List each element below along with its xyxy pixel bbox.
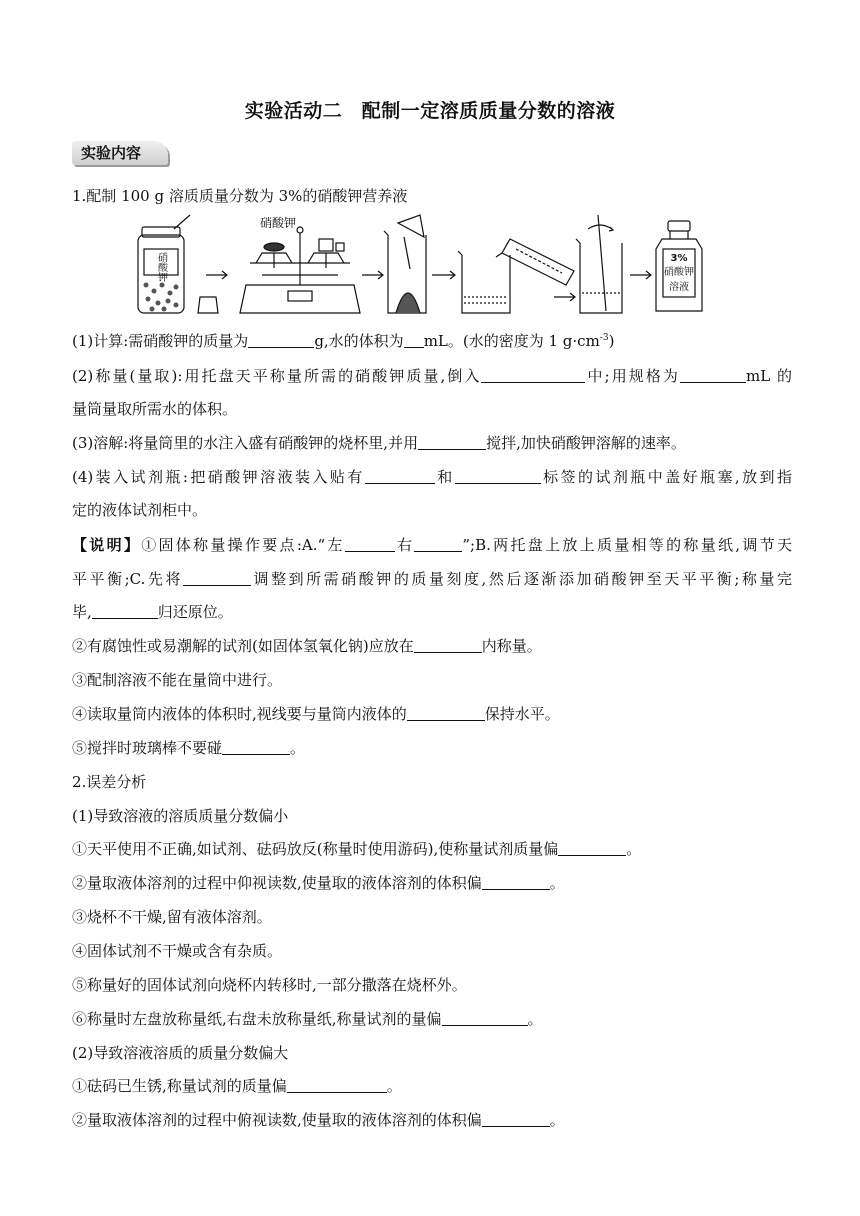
beaker-icon (384, 215, 426, 313)
large-2: ②量取液体溶剂的过程中俯视读数,使量取的液体溶剂的体积偏 。 (72, 1111, 565, 1129)
answer-blank[interactable] (414, 537, 462, 552)
answer-blank[interactable] (248, 333, 314, 348)
note-1-cont: 平平衡;C.先将 调整到所需硝酸钾的质量刻度,然后逐渐添加硝酸钾至天平平衡;称量完 (72, 570, 793, 588)
note-2: ②有腐蚀性或易潮解的试剂(如固体氢氧化钠)应放在 内称量。 (72, 637, 542, 655)
balance-icon (240, 227, 360, 313)
note-1-end: 毕, 归还原位。 (72, 603, 233, 621)
stirring-beaker-icon (576, 215, 622, 313)
answer-blank[interactable] (345, 537, 395, 552)
note-head: 【说明】 (72, 536, 142, 554)
procedure-figure (130, 213, 730, 317)
note-5: ⑤搅拌时玻璃棒不要碰 。 (72, 739, 306, 757)
answer-blank[interactable] (287, 1078, 387, 1093)
question-2-cont: 量筒量取所需水的体积。 (72, 400, 238, 418)
balance-label: 硝酸钾 (260, 216, 297, 230)
jar-label: 硝酸钾 (155, 252, 167, 282)
answer-blank[interactable] (680, 368, 746, 383)
item-1-heading: 1.配制 100 g 溶质质量分数为 3%的硝酸钾营养液 (72, 187, 408, 205)
bottle-label-line2: 硝酸钾 (664, 267, 694, 278)
answer-blank[interactable] (222, 740, 290, 755)
note-3: ③配制溶液不能在量筒中进行。 (72, 671, 283, 689)
small-5: ⑤称量好的固体试剂向烧杯内转移时,一部分撒落在烧杯外。 (72, 976, 467, 994)
item-2-heading: 2.误差分析 (72, 773, 147, 791)
small-3: ③烧杯不干燥,留有液体溶剂。 (72, 908, 272, 926)
answer-blank[interactable] (92, 604, 158, 619)
answer-blank[interactable] (407, 706, 485, 721)
large-heading: (2)导致溶液溶质的质量分数偏大 (72, 1044, 289, 1062)
note-1: 【说明】①固体称量操作要点:A.“左 右 ”;B.两托盘上放上质量相等的称量纸,调节天 (72, 536, 792, 554)
small-6: ⑥称量时左盘放称量纸,右盘未放称量纸,称量试剂的量偏 。 (72, 1010, 543, 1028)
note-4: ④读取量筒内液体的体积时,视线要与量筒内液体的 保持水平。 (72, 705, 560, 723)
reagent-bottle-icon (656, 221, 702, 311)
beaker-water-icon (458, 251, 510, 313)
answer-blank[interactable] (183, 571, 251, 586)
graduated-cylinder-icon (496, 239, 574, 285)
answer-blank[interactable] (442, 1011, 528, 1026)
question-1: (1)计算:需硝酸钾的质量为 g,水的体积为 mL。(水的密度为 1 $g\cdot cm^{-3}$) (72, 332, 615, 350)
answer-blank[interactable] (365, 469, 435, 484)
answer-blank[interactable] (414, 638, 482, 653)
small-4: ④固体试剂不干燥或含有杂质。 (72, 942, 283, 960)
bottle-label-line1: 3% (670, 253, 688, 264)
answer-blank[interactable] (404, 333, 424, 348)
answer-blank[interactable] (558, 841, 626, 856)
question-3: (3)溶解:将量筒里的水注入盛有硝酸钾的烧杯里,并用 搅拌,加快硝酸钾溶解的速率。 (72, 434, 686, 452)
small-1: ①天平使用不正确,如试剂、砝码放反(称量时使用游码),使称量试剂质量偏 。 (72, 840, 642, 858)
answer-blank[interactable] (455, 469, 541, 484)
question-4-cont: 定的液体试剂柜中。 (72, 501, 208, 519)
answer-blank[interactable] (481, 368, 585, 383)
answer-blank[interactable] (482, 1112, 550, 1127)
large-1: ①砝码已生锈,称量试剂的质量偏 。 (72, 1077, 402, 1095)
small-heading: (1)导致溶液的溶质质量分数偏小 (72, 807, 289, 825)
small-2: ②量取液体溶剂的过程中仰视读数,使量取的液体溶剂的体积偏 。 (72, 874, 565, 892)
bottle-label-line3: 溶液 (669, 282, 689, 293)
page-title: 实验活动二 配制一定溶质质量分数的溶液 (244, 100, 616, 122)
question-4: (4)装入试剂瓶:把硝酸钾溶液装入贴有 和 标签的试剂瓶中盖好瓶塞,放到指 (72, 468, 792, 486)
question-2: (2)称量(量取):用托盘天平称量所需的硝酸钾质量,倒入 中;用规格为 mL 的 (72, 367, 793, 385)
section-badge: 实验内容 (72, 141, 168, 165)
answer-blank[interactable] (418, 435, 486, 450)
answer-blank[interactable] (482, 875, 550, 890)
